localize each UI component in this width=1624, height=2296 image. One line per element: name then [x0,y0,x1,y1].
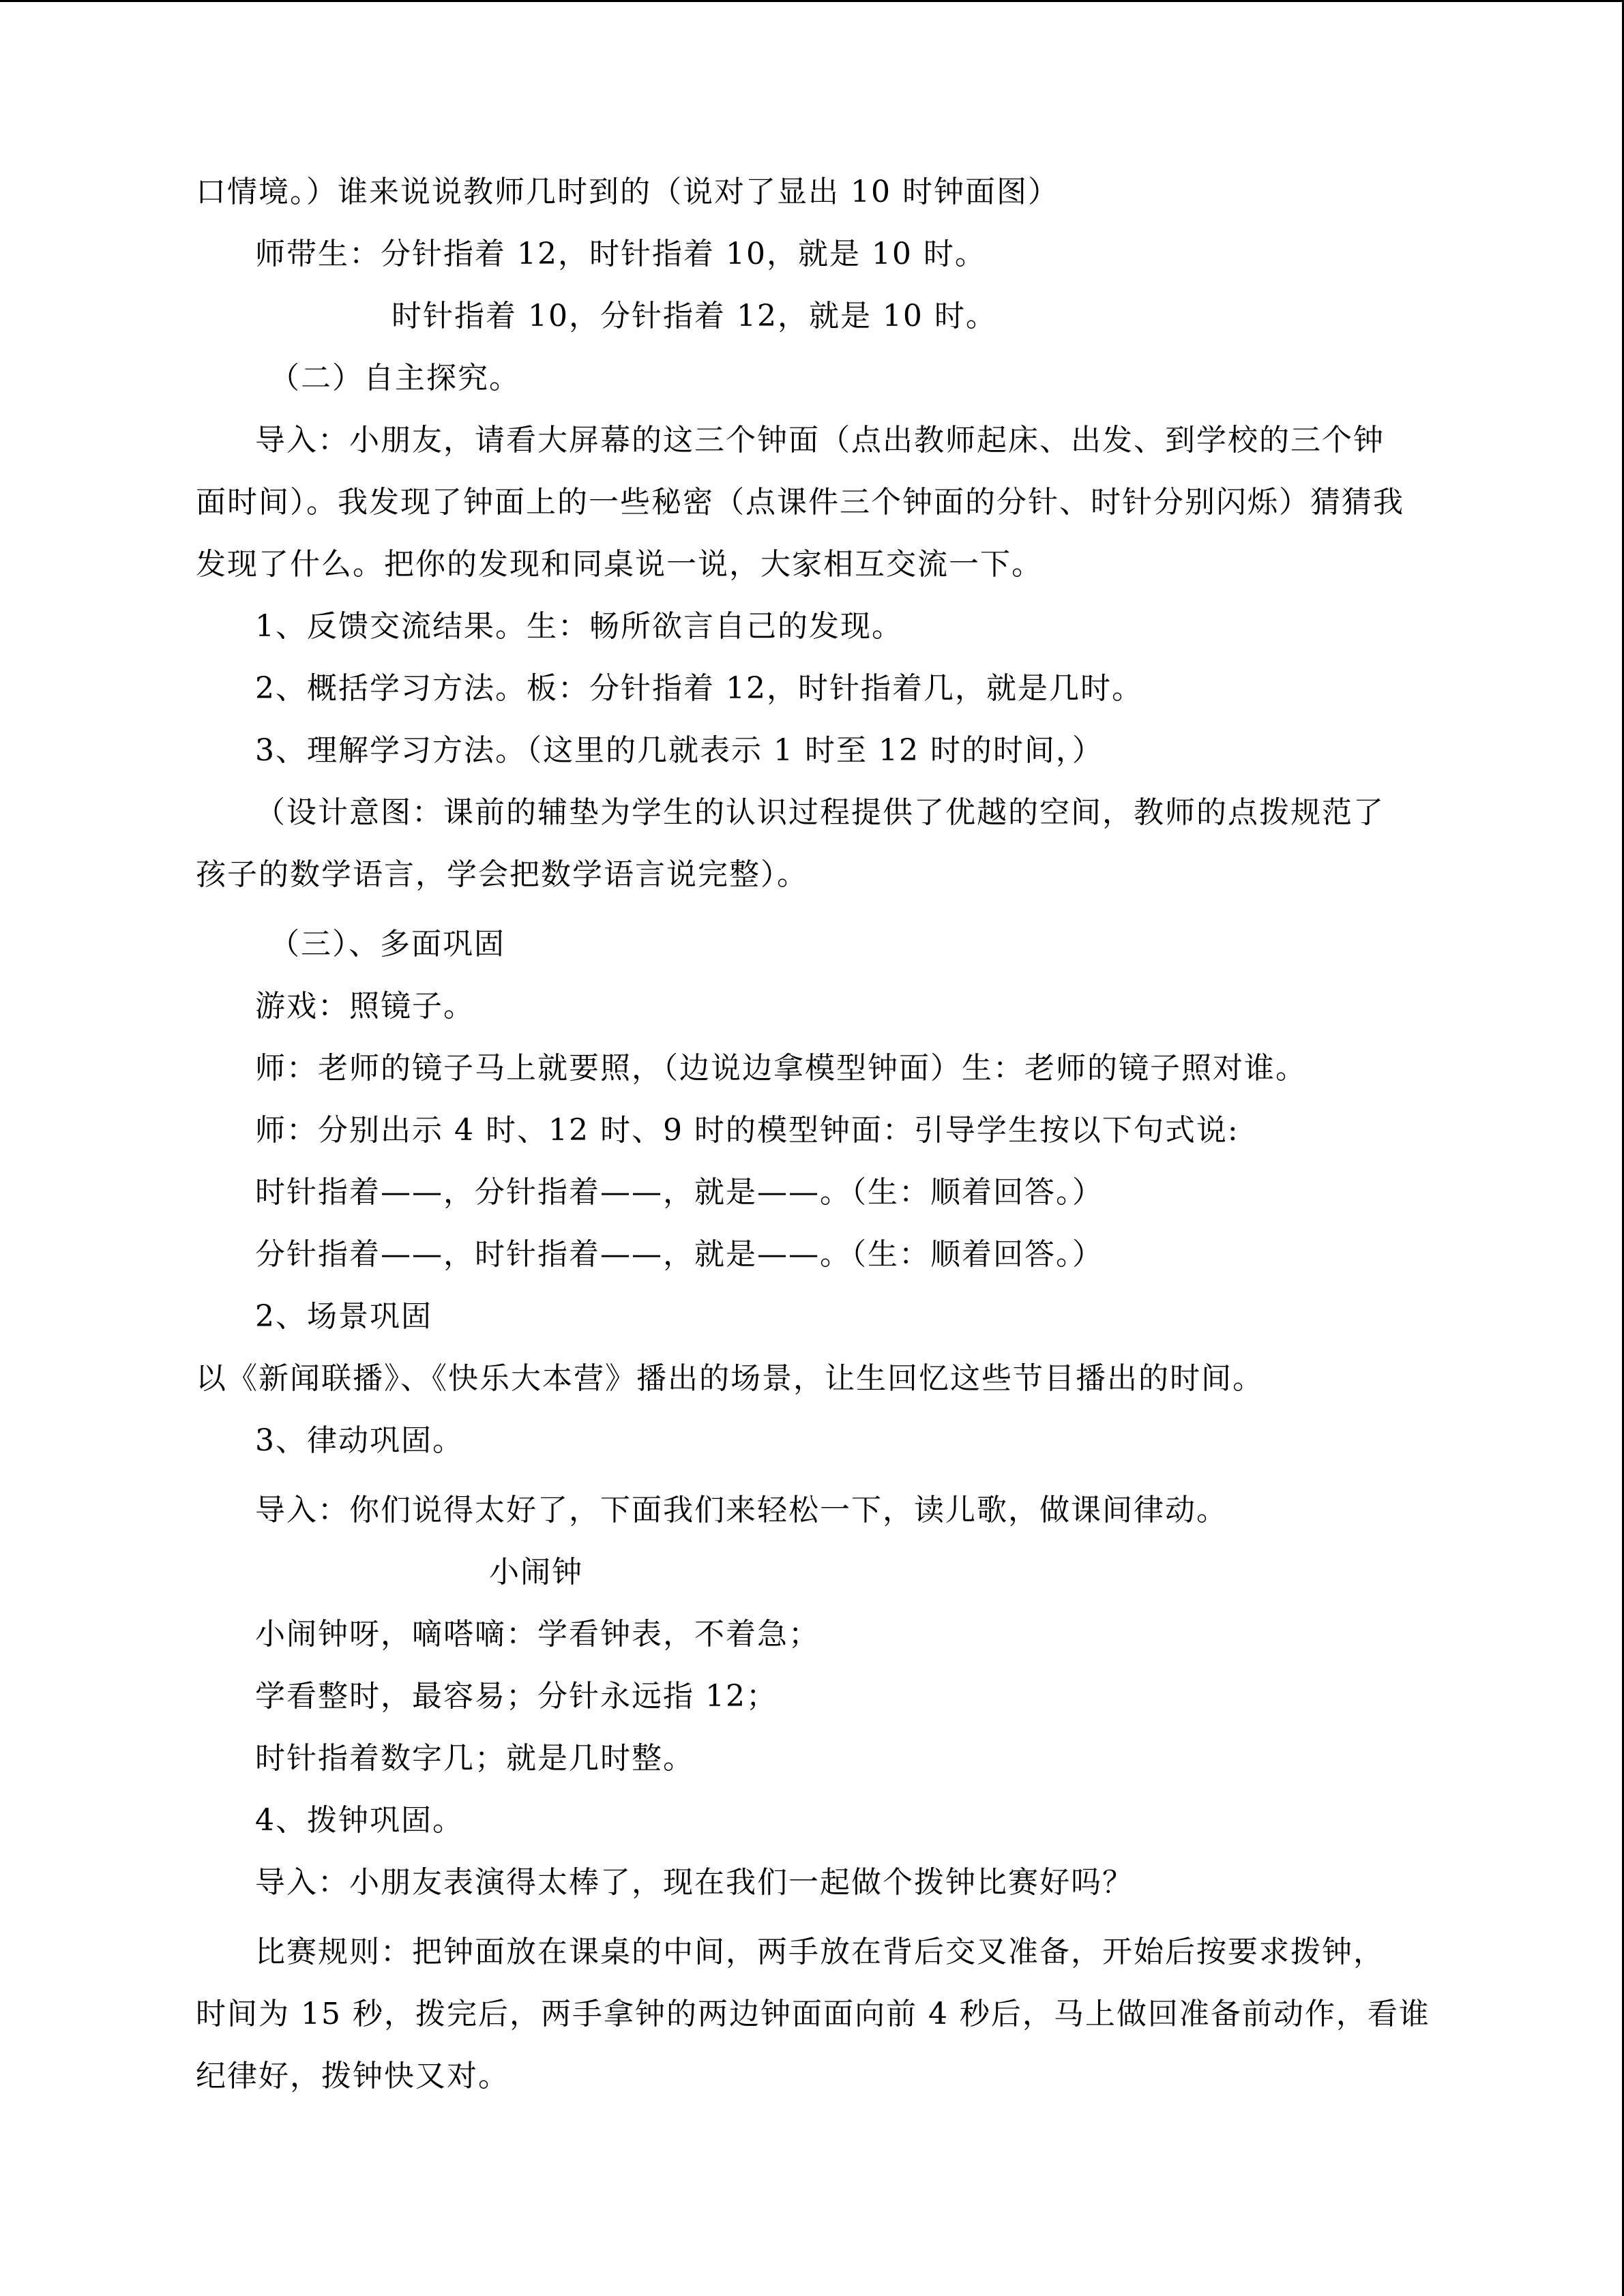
text-line: 面时间）。我发现了钟面上的一些秘密（点课件三个钟面的分针、时针分别闪烁）猜猜我 [196,485,1404,520]
text-line: 时间为 15 秒，拨完后，两手拿钟的两边钟面面向前 4 秒后，马上做回准备前动作，看谁 [196,1997,1430,2031]
text-line: （设计意图：课前的辅垫为学生的认识过程提供了优越的空间，教师的点拨规范了 [255,795,1385,830]
section-heading: （二）自主探究。 [269,361,520,396]
poem-line: 时针指着数字几；就是几时整。 [255,1741,694,1776]
section-heading: （三）、多面巩固 [269,927,505,961]
text-line: 导入：小朋友，请看大屏幕的这三个钟面（点出教师起床、出发、到学校的三个钟 [255,423,1385,458]
poem-title: 小闹钟 [489,1555,583,1590]
poem-line: 学看整时，最容易；分针永远指 12； [255,1679,778,1714]
text-line: 1、反馈交流结果。生：畅所欲言自己的发现。 [255,609,903,644]
text-line: 2、概括学习方法。板：分针指着 12，时针指着几，就是几时。 [255,671,1143,706]
text-line: 比赛规则：把钟面放在课桌的中间，两手放在背后交叉准备，开始后按要求拨钟， [255,1935,1385,1969]
text-line: 分针指着——，时针指着——，就是——。（生：顺着回答。） [255,1237,1104,1272]
text-line: 口情境。）谁来说说教师几时到的（说对了显出 10 时钟面图） [196,175,1059,209]
text-line: 2、场景巩固 [255,1299,432,1334]
text-line: 发现了什么。把你的发现和同桌说一说，大家相互交流一下。 [196,547,1043,582]
text-line: 时针指着 10，分针指着 12，就是 10 时。 [392,299,997,333]
text-line: 纪律好，拨钟快又对。 [196,2059,510,2093]
poem-line: 小闹钟呀，嘀嗒嘀：学看钟表，不着急； [255,1617,820,1652]
text-line: 3、理解学习方法。（这里的几就表示 1 时至 12 时的时间，） [255,733,1104,768]
text-line: 导入：小朋友表演得太棒了，现在我们一起做个拨钟比赛好吗？ [255,1865,1134,1900]
text-line: 以《新闻联播》、《快乐大本营》播出的场景，让生回忆这些节目播出的时间。 [196,1361,1264,1396]
text-line: 师：分别出示 4 时、12 时、9 时的模型钟面：引导学生按以下句式说: [255,1113,1239,1148]
text-line: 游戏：照镜子。 [255,989,475,1024]
text-line: 4、拨钟巩固。 [255,1803,464,1838]
text-line: 师带生：分针指着 12，时针指着 10，就是 10 时。 [255,237,986,271]
text-line: 3、律动巩固。 [255,1423,464,1458]
text-line: 导入：你们说得太好了，下面我们来轻松一下，读儿歌，做课间律动。 [255,1493,1228,1527]
text-line: 师：老师的镜子马上就要照，（边说边拿模型钟面）生：老师的镜子照对谁。 [255,1051,1307,1086]
text-line: 孩子的数学语言，学会把数学语言说完整）。 [196,857,808,892]
text-line: 时针指着——，分针指着——，就是——。（生：顺着回答。） [255,1175,1104,1210]
